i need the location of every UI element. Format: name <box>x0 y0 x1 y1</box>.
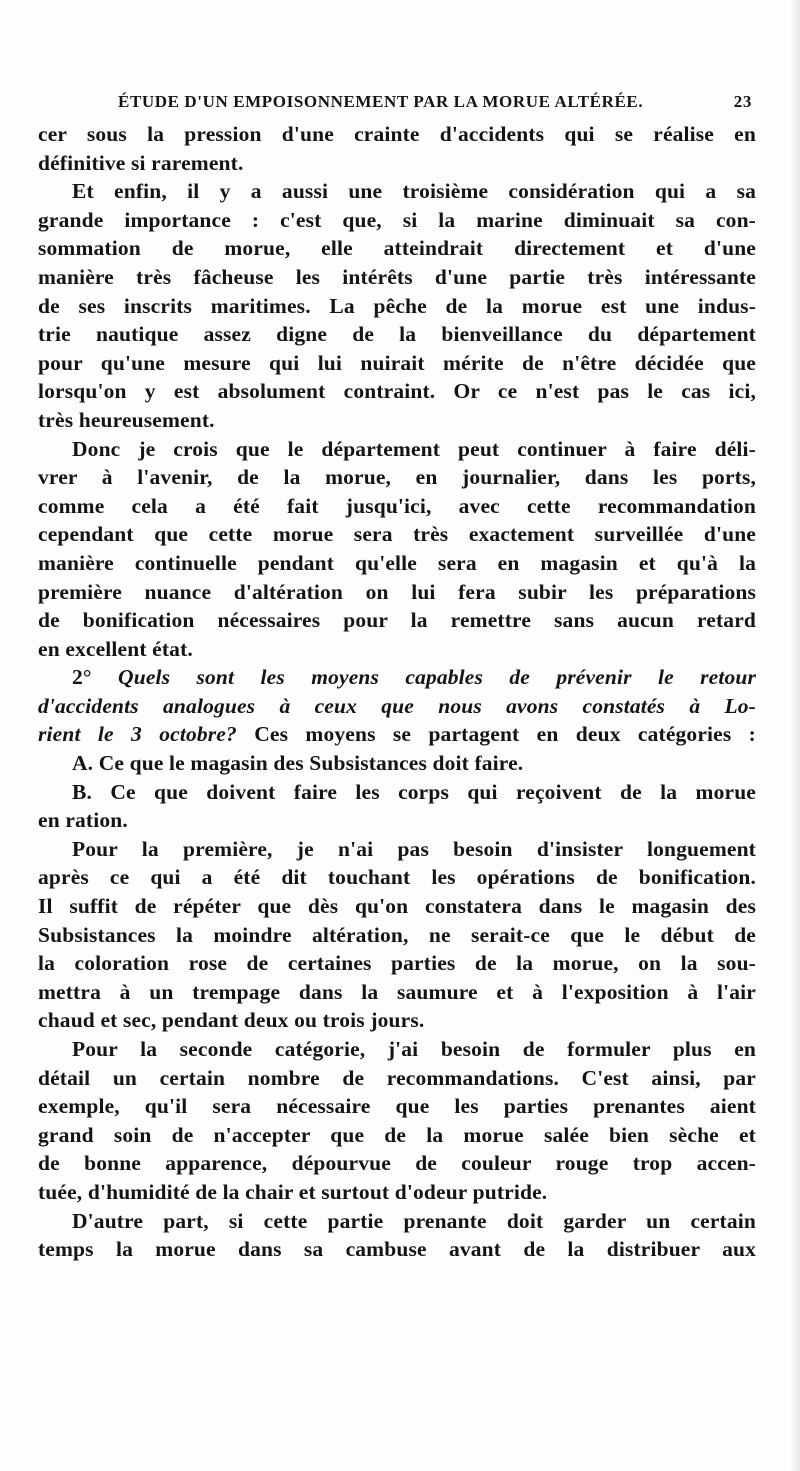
line-text: lorsqu'on y est absolument contraint. Or ce n'est pas le cas ici, <box>38 379 756 404</box>
line-text: Pour la première, je n'ai pas besoin d'insister longuement <box>72 836 756 861</box>
text-line <box>38 892 756 921</box>
line-text: manière très fâcheuse les intérêts d'une partie très intéressante <box>38 264 756 289</box>
text-line <box>38 377 756 406</box>
text-line <box>38 1092 756 1121</box>
line-text: Il suffit de répéter que dès qu'on constatera dans le magasin des <box>38 894 756 919</box>
page-number: 23 <box>733 92 752 111</box>
line-text: en ration. <box>38 808 128 833</box>
line-text: de bonne apparence, dépourvue de couleur rouge trop accen- <box>38 1151 756 1176</box>
text-line <box>38 177 756 206</box>
text-line <box>38 406 756 435</box>
text-line <box>38 663 756 692</box>
text-line <box>38 263 756 292</box>
line-text: en excellent état. <box>38 636 193 661</box>
text-line <box>38 1121 756 1150</box>
line-text: de ses inscrits maritimes. La pêche de la morue est une indus- <box>38 293 756 318</box>
text-block-2 <box>38 749 756 1264</box>
text-line <box>38 720 756 749</box>
text-block-1 <box>38 120 756 663</box>
line-text: temps la morue dans sa cambuse avant de la distribuer aux <box>38 1237 756 1262</box>
line-text: comme cela a été fait jusqu'ici, avec cette recommandation <box>38 493 756 518</box>
text-line <box>38 578 756 607</box>
line-text: après ce qui a été dit touchant les opérations de bonification. <box>38 865 756 890</box>
line-text: tuée, d'humidité de la chair et surtout d'odeur putride. <box>38 1179 548 1204</box>
question-number: 2° <box>72 665 92 690</box>
line-text: exemple, qu'il sera nécessaire que les parties prenantes aient <box>38 1094 756 1119</box>
question-italic-2: d'accidents analogues à ceux que nous avons constatés à Lo- <box>38 693 756 718</box>
line-text: D'autre part, si cette partie prenante doit garder un certain <box>72 1208 756 1233</box>
line-text: sommation de morue, elle atteindrait directement et d'une <box>38 236 756 261</box>
text-line <box>38 234 756 263</box>
text-line <box>38 1207 756 1236</box>
line-text: définitive si rarement. <box>38 150 244 175</box>
text-line <box>38 349 756 378</box>
text-line <box>38 320 756 349</box>
line-text: pour qu'une mesure qui lui nuirait mérite de n'être décidée que <box>38 350 756 375</box>
line-text: Pour la seconde catégorie, j'ai besoin de formuler plus en <box>72 1037 756 1061</box>
line-text: de bonification nécessaires pour la remettre sans aucun retard <box>38 608 756 633</box>
text-line <box>38 1064 756 1093</box>
text-line <box>38 520 756 549</box>
text-line <box>38 120 756 149</box>
line-text: chaud et sec, pendant deux ou trois jours. <box>38 1008 425 1033</box>
text-line <box>38 292 756 321</box>
line-text: grande importance : c'est que, si la marine diminuait sa con- <box>38 207 756 232</box>
line-text: détail un certain nombre de recommandations. C'est ainsi, par <box>38 1065 756 1090</box>
line-text: la coloration rose de certaines parties de la morue, on la sou- <box>38 951 756 976</box>
text-line <box>38 435 756 464</box>
text-line <box>38 835 756 864</box>
text-line <box>38 806 756 835</box>
text-line <box>38 778 756 807</box>
question-italic-3: rient le 3 octobre? <box>38 722 237 747</box>
question-italic-1: Quels sont les moyens capables de prévenir le retour <box>118 665 756 690</box>
text-line <box>38 921 756 950</box>
question-block <box>38 663 756 749</box>
line-text: A. Ce que le magasin des Subsistances doit faire. <box>72 751 524 776</box>
line-text: cependant que cette morue sera très exactement surveillée d'une <box>38 522 756 547</box>
text-line <box>38 978 756 1007</box>
text-line <box>38 549 756 578</box>
text-line <box>38 1235 756 1264</box>
text-line <box>38 749 756 778</box>
book-page <box>38 86 756 1264</box>
page-edge-shadow <box>790 0 800 1471</box>
text-line <box>38 606 756 635</box>
running-header <box>38 86 756 120</box>
text-line <box>38 463 756 492</box>
text-line <box>38 1035 756 1064</box>
line-text: manière continuelle pendant qu'elle sera en magasin et qu'à la <box>38 550 756 575</box>
text-line <box>38 1149 756 1178</box>
line-text: Et enfin, il y a aussi une troisième considération qui a sa <box>72 179 756 204</box>
text-line <box>38 206 756 235</box>
text-line <box>38 863 756 892</box>
text-line <box>38 1006 756 1035</box>
line-text: Donc je crois que le département peut continuer à faire déli- <box>72 436 756 461</box>
line-text: trie nautique assez digne de la bienveillance du département <box>38 322 756 347</box>
line-text: première nuance d'altération on lui fera subir les préparations <box>38 579 756 604</box>
line-text: vrer à l'avenir, de la morue, en journalier, dans les ports, <box>38 465 756 490</box>
text-line <box>38 635 756 664</box>
line-text: B. Ce que doivent faire les corps qui reçoivent de la morue <box>72 779 756 804</box>
question-rest: Ces moyens se partagent en deux catégories : <box>254 722 756 747</box>
text-line <box>38 149 756 178</box>
line-text: grand soin de n'accepter que de la morue salée bien sèche et <box>38 1122 756 1147</box>
text-line <box>38 692 756 721</box>
line-text: mettra à un trempage dans la saumure et à l'exposition à l'air <box>38 979 756 1004</box>
running-title: ÉTUDE D'UN EMPOISONNEMENT PAR LA MORUE ALTÉRÉE. <box>118 92 644 111</box>
text-line <box>38 1178 756 1207</box>
line-text: très heureusement. <box>38 407 215 432</box>
text-line <box>38 492 756 521</box>
line-text: Subsistances la moindre altération, ne serait-ce que le début de <box>38 922 756 947</box>
text-line <box>38 949 756 978</box>
line-text: cer sous la pression d'une crainte d'accidents qui se réalise en <box>38 122 756 146</box>
